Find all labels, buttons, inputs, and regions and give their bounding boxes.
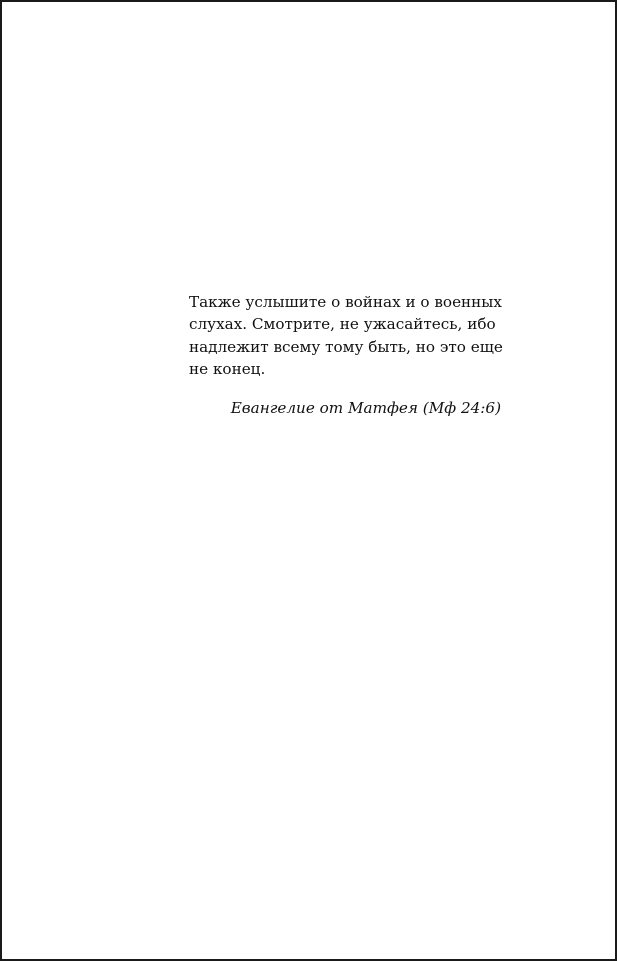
epigraph-attribution: Евангелие от Матфея (Мф 24:6)	[230, 398, 501, 417]
epigraph-line: надлежит всему тому быть, но это еще	[189, 337, 503, 356]
epigraph-quote	[189, 291, 509, 381]
epigraph-line: слухах. Смотрите, не ужасайтесь, ибо	[189, 315, 496, 334]
epigraph	[189, 291, 509, 419]
epigraph-line: не конец.	[189, 360, 266, 379]
epigraph-line: Также услышите о войнах и о военных	[189, 293, 502, 311]
